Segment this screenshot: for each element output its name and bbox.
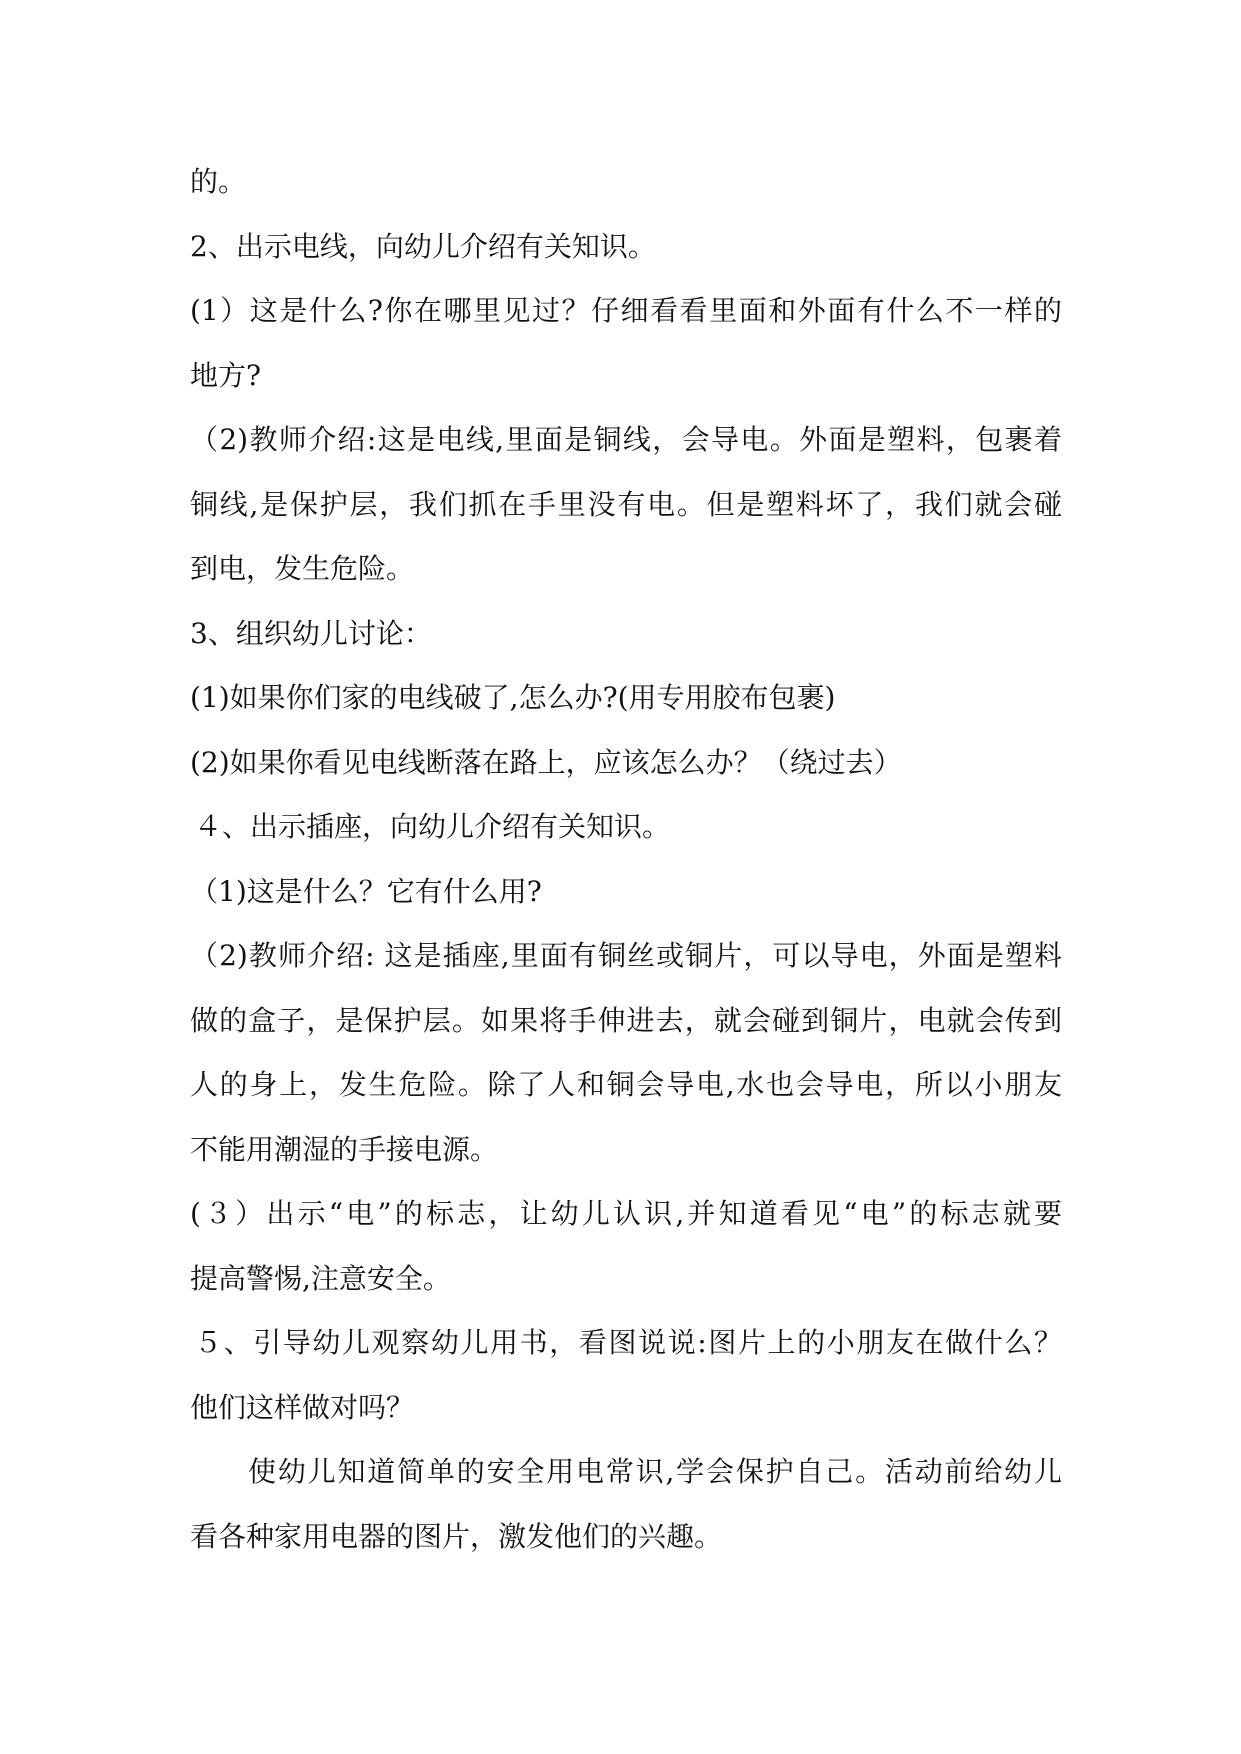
section-heading: 3、组织幼儿讨论： — [190, 616, 432, 650]
text-line: （1)这是什么？它有什么用? — [190, 874, 542, 908]
text-line: 做的盒子，是保护层。如果将手伸进去，就会碰到铜片，电就会传到 — [190, 1003, 1062, 1037]
text-line: 他们这样做对吗？ — [190, 1390, 415, 1424]
text-line: 看各种家用电器的图片，激发他们的兴趣。 — [190, 1519, 723, 1553]
text-line: 不能用潮湿的手接电源。 — [190, 1132, 499, 1166]
text-line: （2)教师介绍:这是电线,里面是铜线，会导电。外面是塑料，包裹着 — [190, 423, 1062, 456]
section-heading: ４、出示插座，向幼儿介绍有关知识。 — [194, 810, 671, 843]
text-line: 提高警惕,注意安全。 — [190, 1261, 451, 1295]
body-text — [190, 150, 1062, 1569]
text-line: 到电，发生危险。 — [190, 552, 415, 585]
text-line: 地方? — [190, 358, 262, 392]
text-line: (３）出示“电”的标志，让幼儿认识,并知道看见“电”的标志就要 — [190, 1197, 1062, 1230]
section-heading: ５、引导幼儿观察幼儿用书，看图说说:图片上的小朋友在做什么？ — [194, 1326, 1062, 1359]
text-line: 的。 — [190, 165, 247, 198]
section-heading: 2、出示电线，向幼儿介绍有关知识。 — [190, 229, 656, 263]
text-line: 铜线,是保护层，我们抓在手里没有电。但是塑料坏了，我们就会碰 — [190, 487, 1062, 521]
text-line: (1）这是什么?你在哪里见过？仔细看看里面和外面有什么不一样的 — [190, 294, 1062, 327]
text-line: (1)如果你们家的电线破了,怎么办?(用专用胶布包裹) — [190, 681, 836, 714]
text-line: (2)如果你看见电线断落在路上，应该怎么办？（绕过去） — [190, 745, 902, 779]
text-line: 人的身上，发生危险。除了人和铜会导电,水也会导电，所以小朋友 — [190, 1068, 1062, 1101]
text-line: 使幼儿知道简单的安全用电常识,学会保护自己。活动前给幼儿 — [248, 1455, 1062, 1488]
text-line: （2)教师介绍: 这是插座,里面有铜丝或铜片，可以导电，外面是塑料 — [190, 939, 1062, 972]
